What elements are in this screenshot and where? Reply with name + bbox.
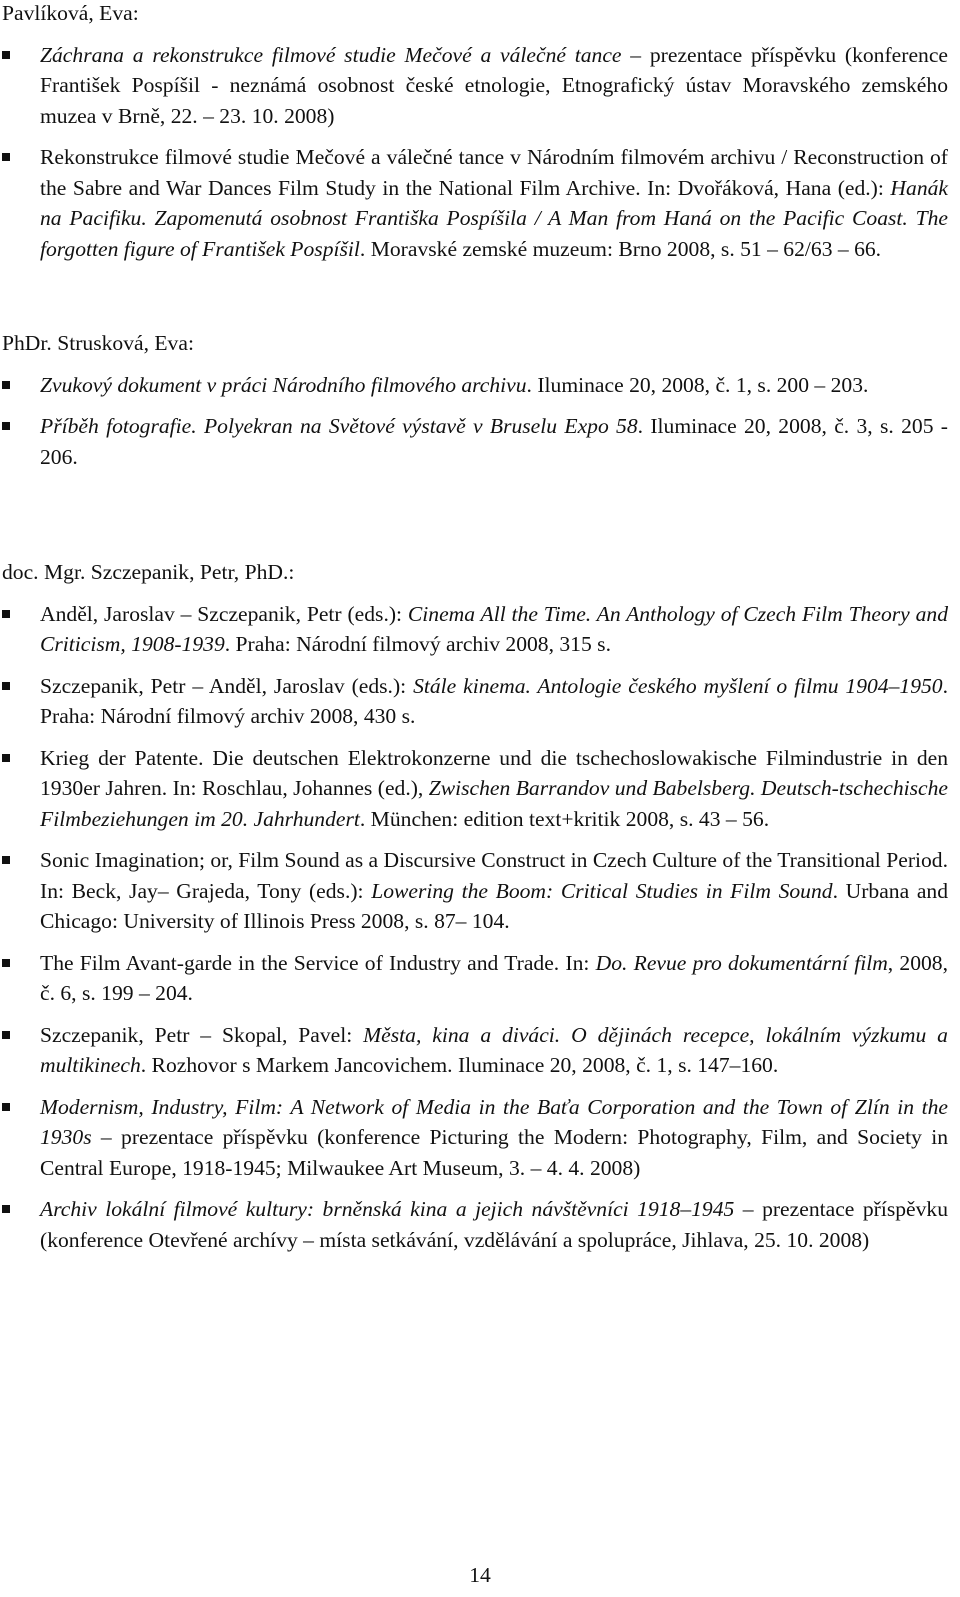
author-heading: PhDr. Strusková, Eva: [2,331,194,355]
entry-text: – prezentace příspěvku (konference Otevřené archívy – místa setkávání, vzdělávání a spolupráce, Jihlava, 25. 10. 2008) [40,1197,948,1252]
entry-text: . Urbana and Chicago: University of Illinois Press 2008, s. 87– 104. [40,878,948,933]
bibliography-entry [0,671,948,732]
entry-title-italic: Zwischen Barrandov und Babelsberg. Deutsch-tschechische Filmbeziehungen im 20. Jahrhundert [40,776,948,831]
entry-text: The Film Avant-garde in the Service of Industry and Trade. In: [40,950,596,975]
author-heading: doc. Mgr. Szczepanik, Petr, PhD.: [2,560,295,584]
bibliography-entry [0,40,948,132]
entry-text: . Moravské zemské muzeum: Brno 2008, s. 51 – 62/63 – 66. [359,236,882,261]
entry-text: Krieg der Patente. Die deutschen Elektrokonzerne und die tschechoslowakische Filmindustrie in den 1930er Jahren. In: Roschlau, Johannes (ed.), [40,745,948,800]
author-section [0,328,948,483]
entry-title-italic: Do. Revue pro dokumentární film [595,950,888,975]
entry-text: Szczepanik, Petr – Anděl, Jaroslav (eds.): [40,673,414,698]
entry-text: – prezentace příspěvku (konference František Pospíšil - neznámá osobnost české etnologie, Etnografický ústav Moravského zemského muzea v Brně, 22. – 23. 10. 2008) [40,42,948,128]
bibliography-entry [0,743,948,835]
square-bullet-icon [2,754,10,762]
bibliography-entry [0,411,948,472]
entry-text: . Rozhovor s Markem Jancovichem. Iluminace 20, 2008, č. 1, s. 147–160. [140,1053,779,1077]
entry-text: Rekonstrukce filmové studie Mečové a válečné tance v Národním filmovém archivu / Reconstruction of the Sabre and War Dances Film Study in the National Film Archive. In: Dvořáková, Hana (ed.): [40,145,948,200]
bibliography-entry [0,370,948,401]
bibliography-entry [0,1020,948,1081]
entry-title-italic: Města, kina a diváci. O dějinách recepce, lokálním výzkumu a multikinech [40,1022,948,1077]
entry-text: Anděl, Jaroslav – Szczepanik, Petr (eds.): [40,601,408,626]
entry-text: . Iluminace 20, 2008, č. 3, s. 205 - 206. [40,414,949,469]
entry-title-italic: Zvukový dokument v práci Národního filmového archivu [40,372,527,397]
page-number: 14 [469,1563,491,1587]
square-bullet-icon [2,153,10,161]
square-bullet-icon [2,381,10,389]
entry-text: . Iluminace 20, 2008, č. 1, s. 200 – 203. [526,372,869,397]
square-bullet-icon [2,1031,10,1039]
bibliography-entry [0,599,948,660]
entry-text: . München: edition text+kritik 2008, s. 43 – 56. [359,806,770,831]
entry-text: – prezentace příspěvku (konference Picturing the Modern: Photography, Film, and Society in Central Europe, 1918-1945; Milwaukee Art Museum, 3. – 4. 4. 2008) [40,1125,948,1180]
square-bullet-icon [2,51,10,59]
entry-title-italic: Archiv lokální filmové kultury: brněnská kina a jejich návštěvníci 1918–1945 [40,1197,735,1221]
entry-title-italic: Záchrana a rekonstrukce filmové studie Mečové a válečné tance [40,42,622,67]
square-bullet-icon [2,959,10,967]
bibliography-entry [0,1194,948,1255]
entry-title-italic: Modernism, Industry, Film: A Network of Media in the Baťa Corporation and the Town of Zlín in the 1930s [40,1094,948,1149]
bibliography-entry [0,142,948,264]
bibliography-entry [0,1092,948,1184]
entry-title-italic: Stále kinema. Antologie českého myšlení o filmu 1904–1950 [413,673,943,698]
entry-title-italic: Příběh fotografie. Polyekran na Světové výstavě v Bruselu Expo 58 [40,414,638,438]
author-section [0,0,948,275]
square-bullet-icon [2,1205,10,1213]
square-bullet-icon [2,682,10,690]
entry-text: , 2008, č. 6, s. 199 – 204. [40,950,949,1005]
entry-title-italic: Hanák na Pacifiku. Zapomenutá osobnost Františka Pospíšila / A Man from Haná on the Pacific Coast. The forgotten figure of František Pospíšil [40,175,948,261]
square-bullet-icon [2,856,10,864]
author-section [0,557,948,1266]
square-bullet-icon [2,422,10,430]
entry-title-italic: Cinema All the Time. An Anthology of Czech Film Theory and Criticism, 1908-1939 [40,601,948,656]
entry-text: . Praha: Národní filmový archiv 2008, 315 s. [224,632,611,656]
entry-text: Szczepanik, Petr – Skopal, Pavel: [40,1022,364,1047]
square-bullet-icon [2,1103,10,1111]
square-bullet-icon [2,610,10,618]
entry-text: . Praha: Národní filmový archiv 2008, 430 s. [40,673,948,728]
author-heading: Pavlíková, Eva: [2,1,139,25]
bibliography-entry [0,845,948,937]
bibliography-entry [0,948,948,1009]
entry-text: Sonic Imagination; or, Film Sound as a Discursive Construct in Czech Culture of the Transitional Period. In: Beck, Jay– Grajeda, Tony (eds.): [40,848,948,903]
entry-title-italic: Lowering the Boom: Critical Studies in Film Sound [371,878,833,903]
